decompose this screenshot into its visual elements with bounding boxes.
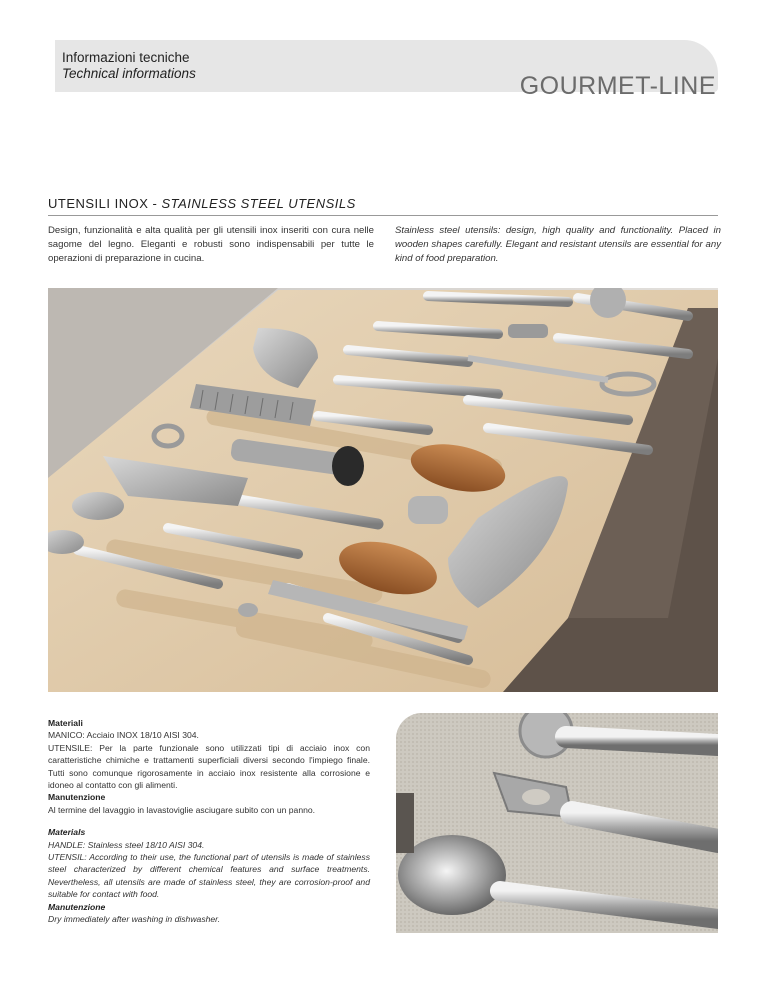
maintenance-text-it: Al termine del lavaggio in lavastoviglie asciugare subito con un panno. [48, 804, 316, 815]
utensil-detail-photo [396, 713, 718, 933]
header-title-english: Technical informations [62, 66, 196, 81]
section-title [48, 196, 356, 211]
section-divider [48, 215, 718, 216]
materials-heading-en: Materials [48, 827, 86, 838]
brand-title: GOURMET-LINE [519, 72, 716, 100]
maintenance-text-en: Dry immediately after washing in dishwasher. [48, 914, 221, 925]
utensil-spec-it: UTENSILE: Per la parte funzionale sono utilizzati tipi di acciaio inox con caratteristiche chimiche e trattamenti superficiali diversi secondo l'impiego finale. Tutti sono comunque rigorosamente in acciaio inox resistente alla corrosione e idoneo al contatto con gli alimenti. [48, 742, 370, 791]
section-title-english: STAINLESS STEEL UTENSILS [161, 196, 356, 211]
drawer-utensils-photo [48, 288, 718, 692]
section-title-italian: UTENSILI INOX - [48, 196, 162, 211]
intro-italian: Design, funzionalità e alta qualità per gli utensili inox inseriti con cura nelle sagome del legno. Eleganti e robusti sono indispensabili per tutte le operazioni di preparazione in cucina. [48, 225, 374, 264]
technical-info [48, 717, 370, 926]
maintenance-heading-en: Manutenzione [48, 901, 106, 912]
handle-spec-it: MANICO: Acciaio INOX 18/10 AISI 304. [48, 730, 199, 741]
utensil-spec-en: UTENSIL: According to their use, the functional part of utensils is made of stainless steel characterized by different chemical features and surface treatments. Nevertheless, all utensils are made of stainless steel, they are corrosion-proof and suitable for contact with food. [48, 852, 370, 900]
intro-english: Stainless steel utensils: design, high quality and functionality. Placed in wooden shapes carefully. Elegant and resistant utensils are essential for any kind of food preparation. [395, 225, 721, 264]
maintenance-heading-it: Manutenzione [48, 792, 106, 803]
header-title-italian: Informazioni tecniche [62, 50, 190, 65]
handle-spec-en: HANDLE: Stainless steel 18/10 AISI 304. [48, 839, 205, 850]
materials-heading-it: Materiali [48, 718, 83, 728]
